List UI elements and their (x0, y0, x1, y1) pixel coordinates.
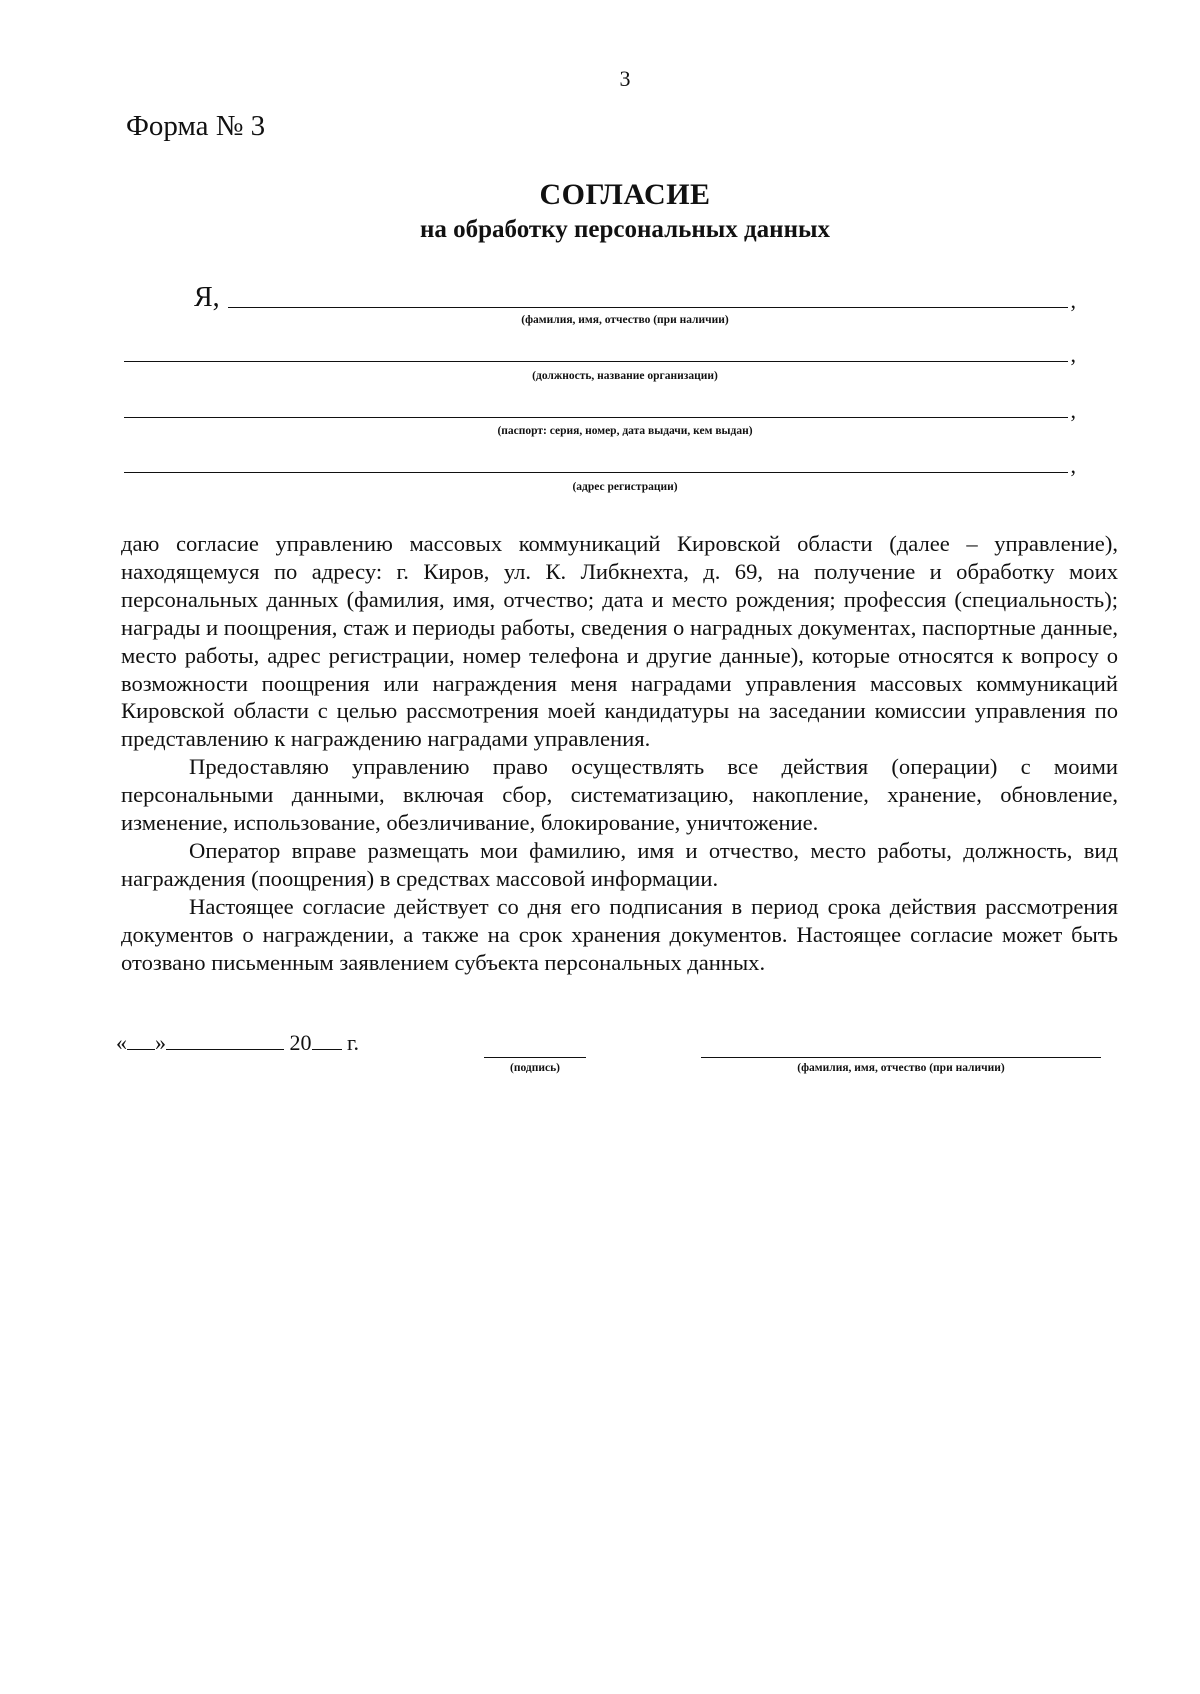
document-title: СОГЛАСИЕ (539, 178, 711, 211)
field-comma: , (1070, 398, 1076, 423)
passport-field[interactable] (124, 386, 1076, 422)
full-name-line[interactable] (228, 307, 1068, 308)
day-blank[interactable] (127, 1031, 155, 1050)
position-caption: (должность, название организации) (532, 370, 718, 382)
quote-close: » (155, 1030, 166, 1055)
signer-name-line[interactable] (701, 1057, 1101, 1058)
consent-paragraph-4: Настоящее согласие действует со дня его подписания в период срока действия рассмотрения документов о награждении, а также на срок хранения документов. Настоящее согласие может быть отозвано письменным заявлением субъекта персональных данных. (121, 893, 1118, 975)
position-field[interactable] (124, 330, 1076, 366)
field-comma: , (1070, 288, 1076, 313)
signature-line[interactable] (484, 1057, 586, 1058)
consent-body (121, 530, 1118, 977)
field-comma: , (1070, 453, 1076, 478)
consent-paragraph-2: Предоставляю управлению право осуществлять все действия (операции) с моими персональными данными, включая сбор, систематизацию, накопление, хранение, обновление, изменение, использование, обезличивание, блокирование, уничтожение. (121, 754, 1118, 836)
month-blank[interactable] (166, 1031, 284, 1050)
position-line[interactable] (124, 361, 1068, 362)
year-blank[interactable] (312, 1031, 342, 1050)
address-caption: (адрес регистрации) (572, 481, 678, 493)
year-prefix: 20 (289, 1030, 312, 1055)
field-comma: , (1070, 342, 1076, 367)
quote-open: « (116, 1030, 127, 1055)
consent-paragraph-3: Оператор вправе размещать мои фамилию, имя и отчество, место работы, должность, вид награждения (поощрения) в средствах массовой информации. (121, 837, 1118, 891)
passport-caption: (паспорт: серия, номер, дата выдачи, кем выдан) (497, 425, 753, 437)
passport-line[interactable] (124, 417, 1068, 418)
signature-caption: (подпись) (510, 1062, 560, 1074)
signature-area (116, 1030, 1116, 1074)
signer-name-caption: (фамилия, имя, отчество (при наличии) (797, 1062, 1005, 1074)
full-name-field[interactable] (124, 276, 1076, 312)
year-suffix: г. (347, 1030, 360, 1055)
full-name-prefix: Я, (194, 282, 220, 313)
consent-paragraph-1: даю согласие управлению массовых коммуникаций Кировской области (далее – управление), находящемуся по адресу: г. Киров, ул. К. Либкнехта, д. 69, на получение и обработку моих персональных данных (фамилия, имя, отчество; дата и место рождения; профессия (специальность); награды и поощрения, стаж и периоды работы, сведения о наградных документах, паспортные данные, место работы, адрес регистрации, номер телефона и другие данные), которые относятся к вопросу о возможности поощрения или награждения меня наградами управления массовых коммуникаций Кировской области с целью рассмотрения моей кандидатуры на заседании комиссии управления по представлению к награждению наградами управления. (121, 531, 1118, 752)
page-number: 3 (619, 66, 631, 91)
address-line[interactable] (124, 472, 1068, 473)
full-name-caption: (фамилия, имя, отчество (при наличии) (521, 314, 729, 326)
address-field[interactable] (124, 441, 1076, 477)
document-subtitle: на обработку персональных данных (420, 216, 830, 243)
date-field[interactable] (116, 1030, 359, 1056)
form-label: Форма № 3 (126, 110, 266, 142)
